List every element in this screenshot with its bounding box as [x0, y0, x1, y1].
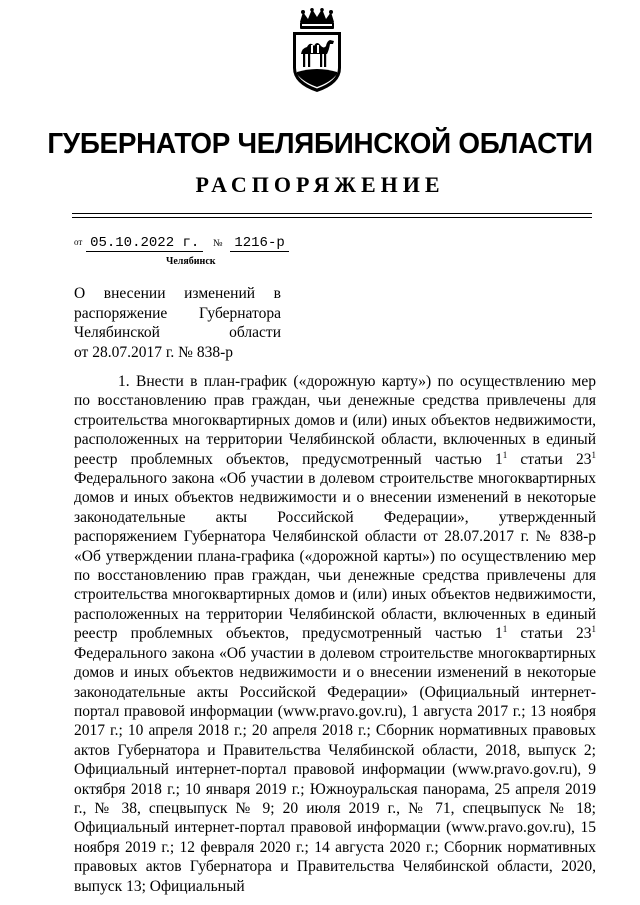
document-number: 1216-р [230, 235, 288, 252]
document-date: 05.10.2022 г. [86, 235, 203, 252]
body-text-part: Федерального закона «Об участии в долевом строительстве многоквартирных домов и иных объектов недвижимости и о внесении изменений в некоторые законодательные акты Российской Федерации», утвержденный распоряжением Губернатора Челябинской области от 28.07.2017 г. № 838-р «Об утверждении плана-графика («дорожной карты») по осуществлению мер по восстановлению прав граждан, чьи денежные средства привлечены для строительства многоквартирных домов и (или) иных объектов недвижимости, расположенных на территории Челябинской области, включенных в единый реестр проблемных объектов, предусмотренный частью 1 [74, 470, 596, 643]
subject-line: от 28.07.2017 г. № 838-р [74, 343, 234, 361]
number-prefix: № [213, 238, 223, 249]
document-type: РАСПОРЯЖЕНИЕ [195, 172, 445, 197]
body-text-part: статьи 23 [507, 625, 592, 643]
body-text-part: 1. Внести в план-график («дорожную карту») по осуществлению мер по восстановлению прав граждан, чьи денежные средства привлечены для строительства многоквартирных домов и (или) иных объектов недвижимости, расположенных на территории Челябинской области, включенных в единый реестр проблемных объектов, предусмотренный частью 1 [74, 373, 596, 468]
superscript: 1 [502, 449, 508, 460]
body-paragraph [74, 372, 596, 896]
superscript: 1 [591, 624, 596, 635]
date-prefix: от [74, 237, 83, 247]
superscript: 1 [502, 624, 508, 635]
subject-line: распоряжение Губернатора [74, 304, 281, 322]
document-authority: ГУБЕРНАТОР ЧЕЛЯБИНСКОЙ ОБЛАСТИ [47, 128, 593, 160]
subject-line: Челябинской области [74, 324, 281, 342]
body-text-part: статьи 23 [507, 450, 592, 468]
registration-line [74, 234, 289, 252]
header-divider [72, 213, 592, 218]
issue-city: Челябинск [166, 256, 216, 267]
document-subject [74, 284, 281, 362]
superscript: 1 [591, 449, 596, 460]
body-text-part: Федерального закона «Об участии в долевом строительстве многоквартирных домов и иных объектов недвижимости и о внесении изменений в некоторые законодательные акты Российской Федерации» (Официальный интернет-портал правовой информации (www.pravo.gov.ru), 1 августа 2017 г.; 13 ноября 2017 г.; 10 апреля 2018 г.; 20 апреля 2018 г.; Сборник нормативных правовых актов Губернатора и Правительства Челябинской области, 2018, выпуск 2; Официальный интернет-портал правовой информации (www.pravo.gov.ru), 9 октября 2018 г.; 10 января 2019 г.; Южноуральская панорама, 25 апреля 2019 г., № 38, спецвыпуск № 9; 20 июля 2019 г., № 71, спецвыпуск № 18; Официальный интернет-портал правовой информации (www.pravo.gov.ru), 15 ноября 2019 г.; 12 февраля 2020 г.; 14 августа 2020 г.; Сборник нормативных правовых актов Губернатора и Правительства Челябинской области, 2020, выпуск 13; Официальный [74, 644, 596, 895]
chelyabinsk-coat-of-arms-icon [287, 8, 347, 94]
subject-line: О внесении изменений в [74, 285, 281, 302]
